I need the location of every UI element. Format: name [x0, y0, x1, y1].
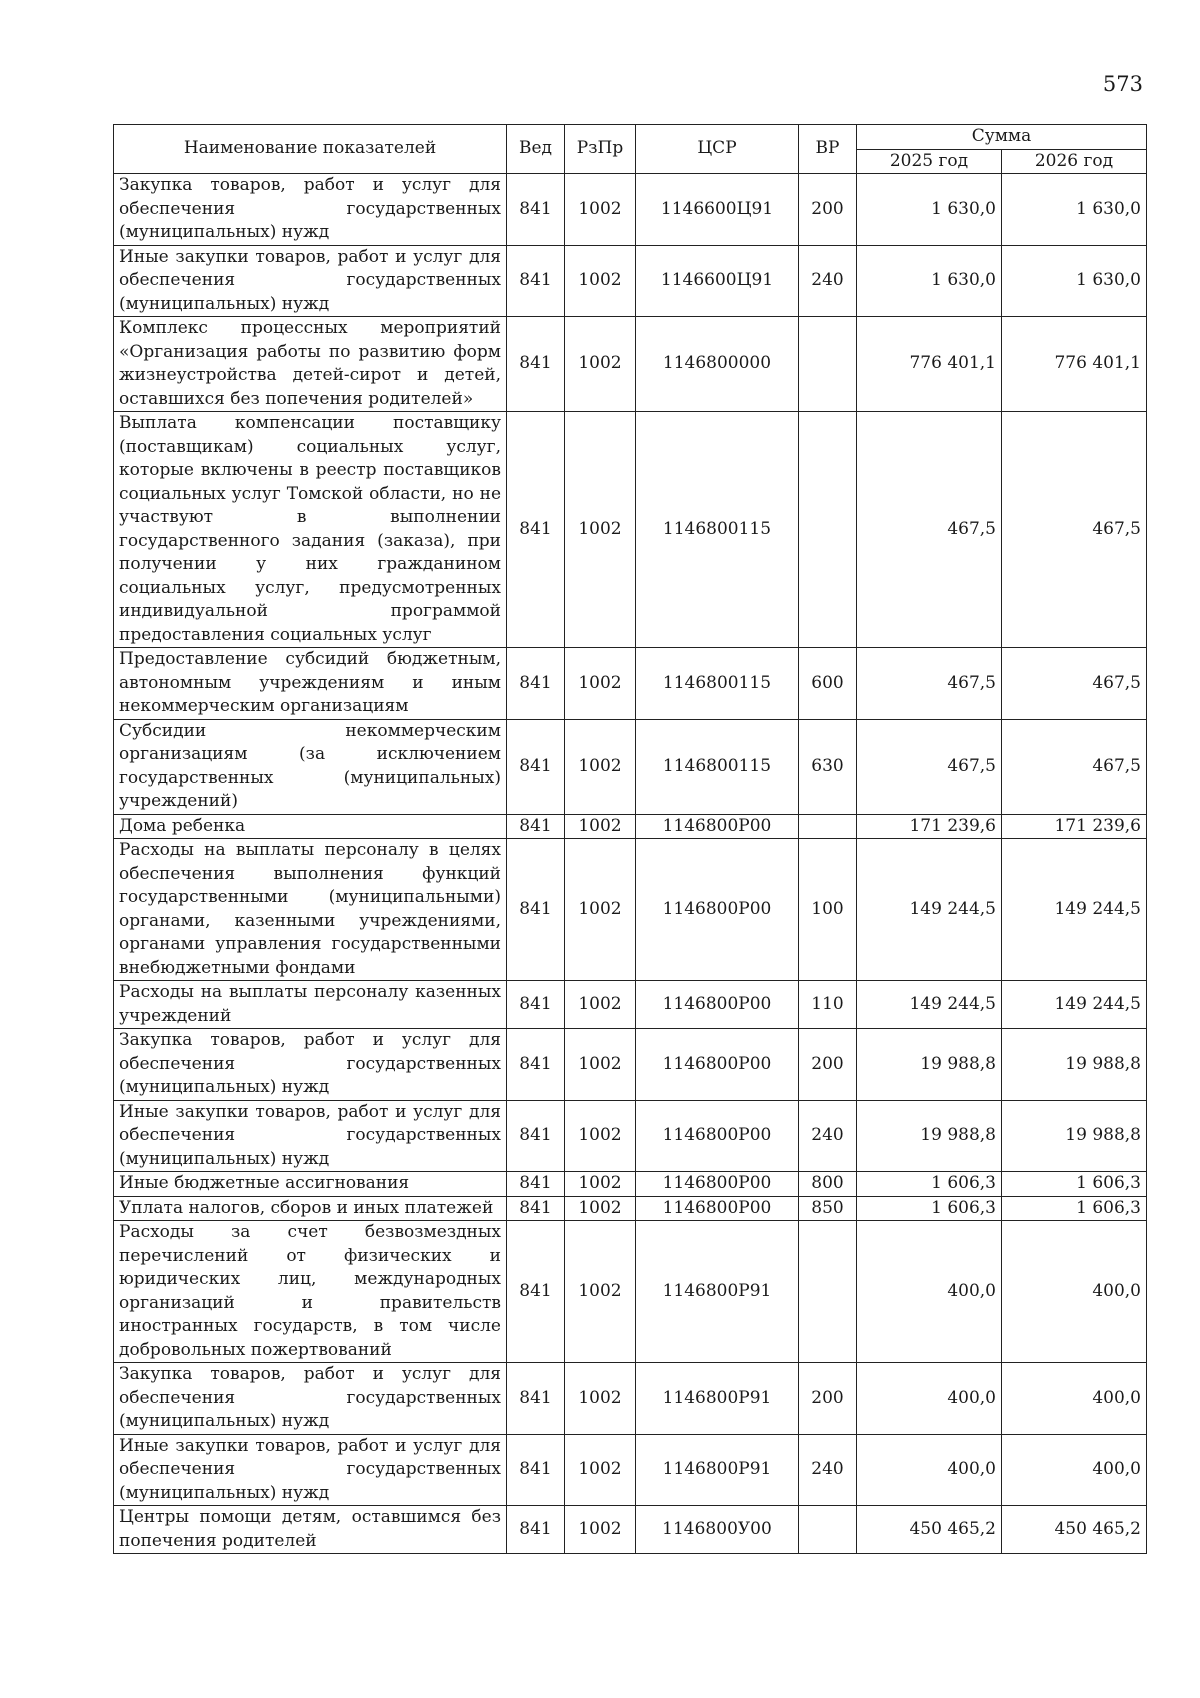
- row-name: Иные бюджетные ассигнования: [114, 1172, 507, 1197]
- table-row: [114, 245, 1147, 317]
- row-sum-2025: 467,5: [857, 719, 1002, 814]
- row-ved: 841: [507, 839, 565, 981]
- row-sum-2025: 1 606,3: [857, 1196, 1002, 1221]
- row-name: Иные закупки товаров, работ и услуг для обеспечения государственных (муниципальных) нужд: [114, 1100, 507, 1172]
- row-ved: 841: [507, 174, 565, 246]
- row-csr: 1146800Р00: [636, 1029, 799, 1101]
- row-sum-2026: 450 465,2: [1002, 1506, 1147, 1554]
- row-csr: 1146800Р00: [636, 1172, 799, 1197]
- row-ved: 841: [507, 1506, 565, 1554]
- row-sum-2025: 450 465,2: [857, 1506, 1002, 1554]
- row-sum-2026: 19 988,8: [1002, 1029, 1147, 1101]
- row-rzpr: 1002: [565, 1172, 636, 1197]
- row-vr: 200: [799, 1029, 857, 1101]
- header-vr: ВР: [799, 125, 857, 174]
- row-name: Выплата компенсации поставщику (поставщикам) социальных услуг, которые включены в реестр поставщиков социальных услуг Томской области, но не участвуют в выполнении государственного задания (заказа), при получении у них гражданином социальных услуг, предусмотренных индивидуальной программой предоставления социальных услуг: [114, 412, 507, 648]
- row-name: Расходы на выплаты персоналу в целях обеспечения выполнения функций государственными (муниципальными) органами, казенными учреждениями, органами управления государственными внебюджетными фондами: [114, 839, 507, 981]
- row-ved: 841: [507, 1172, 565, 1197]
- row-sum-2026: 19 988,8: [1002, 1100, 1147, 1172]
- row-rzpr: 1002: [565, 719, 636, 814]
- table-row: [114, 839, 1147, 981]
- table-row: [114, 412, 1147, 648]
- table-header: [114, 125, 1147, 174]
- row-sum-2025: 19 988,8: [857, 1029, 1002, 1101]
- budget-table: [113, 124, 1147, 1554]
- row-ved: 841: [507, 245, 565, 317]
- table-row: [114, 174, 1147, 246]
- row-rzpr: 1002: [565, 981, 636, 1029]
- row-sum-2025: 1 606,3: [857, 1172, 1002, 1197]
- header-csr: ЦСР: [636, 125, 799, 174]
- table-row: [114, 1363, 1147, 1435]
- row-ved: 841: [507, 412, 565, 648]
- row-rzpr: 1002: [565, 317, 636, 412]
- row-rzpr: 1002: [565, 1434, 636, 1506]
- header-year-2026: 2026 год: [1002, 149, 1147, 174]
- row-sum-2026: 1 606,3: [1002, 1196, 1147, 1221]
- table-row: [114, 981, 1147, 1029]
- row-rzpr: 1002: [565, 174, 636, 246]
- row-name: Комплекс процессных мероприятий «Организация работы по развитию форм жизнеустройства детей-сирот и детей, оставшихся без попечения родителей»: [114, 317, 507, 412]
- row-csr: 1146600Ц91: [636, 174, 799, 246]
- row-vr: 100: [799, 839, 857, 981]
- row-sum-2026: 400,0: [1002, 1434, 1147, 1506]
- row-csr: 1146800Р91: [636, 1363, 799, 1435]
- row-rzpr: 1002: [565, 1100, 636, 1172]
- row-csr: 1146800Р91: [636, 1434, 799, 1506]
- row-sum-2026: 467,5: [1002, 648, 1147, 720]
- row-vr: 240: [799, 245, 857, 317]
- row-vr: 200: [799, 174, 857, 246]
- row-ved: 841: [507, 814, 565, 839]
- row-sum-2025: 1 630,0: [857, 174, 1002, 246]
- row-sum-2026: 776 401,1: [1002, 317, 1147, 412]
- row-rzpr: 1002: [565, 814, 636, 839]
- row-vr: 110: [799, 981, 857, 1029]
- row-sum-2025: 400,0: [857, 1363, 1002, 1435]
- table-row: [114, 1100, 1147, 1172]
- row-csr: 1146800У00: [636, 1506, 799, 1554]
- table-row: [114, 648, 1147, 720]
- row-sum-2025: 149 244,5: [857, 981, 1002, 1029]
- row-name: Субсидии некоммерческим организациям (за исключением государственных (муниципальных) учреждений): [114, 719, 507, 814]
- table-row: [114, 1029, 1147, 1101]
- row-vr: 200: [799, 1363, 857, 1435]
- table-row: [114, 1506, 1147, 1554]
- header-sum: Сумма: [857, 125, 1147, 150]
- row-sum-2026: 400,0: [1002, 1363, 1147, 1435]
- row-vr: [799, 412, 857, 648]
- row-name: Закупка товаров, работ и услуг для обеспечения государственных (муниципальных) нужд: [114, 174, 507, 246]
- row-name: Иные закупки товаров, работ и услуг для обеспечения государственных (муниципальных) нужд: [114, 1434, 507, 1506]
- row-sum-2026: 1 606,3: [1002, 1172, 1147, 1197]
- row-name: Предоставление субсидий бюджетным, автономным учреждениям и иным некоммерческим организациям: [114, 648, 507, 720]
- row-sum-2026: 467,5: [1002, 719, 1147, 814]
- row-sum-2026: 149 244,5: [1002, 981, 1147, 1029]
- header-year-2025: 2025 год: [857, 149, 1002, 174]
- row-rzpr: 1002: [565, 412, 636, 648]
- table-row: [114, 1434, 1147, 1506]
- row-csr: 1146800115: [636, 412, 799, 648]
- row-sum-2026: 400,0: [1002, 1221, 1147, 1363]
- row-name: Закупка товаров, работ и услуг для обеспечения государственных (муниципальных) нужд: [114, 1363, 507, 1435]
- table-body: [114, 174, 1147, 1554]
- row-ved: 841: [507, 1029, 565, 1101]
- row-csr: 1146800Р00: [636, 1196, 799, 1221]
- table-row: [114, 317, 1147, 412]
- row-rzpr: 1002: [565, 839, 636, 981]
- row-csr: 1146800115: [636, 719, 799, 814]
- row-csr: 1146800Р91: [636, 1221, 799, 1363]
- row-ved: 841: [507, 719, 565, 814]
- row-sum-2026: 1 630,0: [1002, 174, 1147, 246]
- row-vr: 240: [799, 1434, 857, 1506]
- header-ved: Вед: [507, 125, 565, 174]
- row-ved: 841: [507, 317, 565, 412]
- row-vr: [799, 1221, 857, 1363]
- row-csr: 1146800Р00: [636, 839, 799, 981]
- row-rzpr: 1002: [565, 1363, 636, 1435]
- row-sum-2026: 171 239,6: [1002, 814, 1147, 839]
- row-sum-2025: 149 244,5: [857, 839, 1002, 981]
- row-rzpr: 1002: [565, 1506, 636, 1554]
- row-sum-2025: 171 239,6: [857, 814, 1002, 839]
- row-rzpr: 1002: [565, 648, 636, 720]
- row-ved: 841: [507, 1363, 565, 1435]
- row-ved: 841: [507, 1434, 565, 1506]
- table-row: [114, 1172, 1147, 1197]
- row-ved: 841: [507, 1100, 565, 1172]
- row-sum-2025: 776 401,1: [857, 317, 1002, 412]
- table-row: [114, 814, 1147, 839]
- table-row: [114, 1221, 1147, 1363]
- row-vr: [799, 1506, 857, 1554]
- row-vr: [799, 814, 857, 839]
- row-csr: 1146800Р00: [636, 814, 799, 839]
- row-csr: 1146800Р00: [636, 1100, 799, 1172]
- row-name: Закупка товаров, работ и услуг для обеспечения государственных (муниципальных) нужд: [114, 1029, 507, 1101]
- row-vr: [799, 317, 857, 412]
- row-csr: 1146800000: [636, 317, 799, 412]
- row-name: Уплата налогов, сборов и иных платежей: [114, 1196, 507, 1221]
- row-rzpr: 1002: [565, 245, 636, 317]
- row-sum-2025: 467,5: [857, 648, 1002, 720]
- row-vr: 600: [799, 648, 857, 720]
- row-csr: 1146600Ц91: [636, 245, 799, 317]
- row-csr: 1146800115: [636, 648, 799, 720]
- row-rzpr: 1002: [565, 1221, 636, 1363]
- table-row: [114, 719, 1147, 814]
- row-sum-2025: 467,5: [857, 412, 1002, 648]
- row-ved: 841: [507, 981, 565, 1029]
- row-vr: 630: [799, 719, 857, 814]
- row-rzpr: 1002: [565, 1029, 636, 1101]
- row-ved: 841: [507, 648, 565, 720]
- row-sum-2026: 467,5: [1002, 412, 1147, 648]
- row-vr: 800: [799, 1172, 857, 1197]
- header-name: Наименование показателей: [114, 125, 507, 174]
- row-sum-2026: 149 244,5: [1002, 839, 1147, 981]
- row-name: Центры помощи детям, оставшимся без попечения родителей: [114, 1506, 507, 1554]
- row-name: Дома ребенка: [114, 814, 507, 839]
- row-vr: 240: [799, 1100, 857, 1172]
- row-rzpr: 1002: [565, 1196, 636, 1221]
- row-ved: 841: [507, 1221, 565, 1363]
- header-rzpr: РзПр: [565, 125, 636, 174]
- row-sum-2025: 1 630,0: [857, 245, 1002, 317]
- table-row: [114, 1196, 1147, 1221]
- page-number: 573: [1102, 72, 1143, 96]
- row-name: Расходы за счет безвозмездных перечислений от физических и юридических лиц, международных организаций и правительств иностранных государств, в том числе добровольных пожертвований: [114, 1221, 507, 1363]
- row-vr: 850: [799, 1196, 857, 1221]
- row-sum-2025: 400,0: [857, 1221, 1002, 1363]
- row-sum-2025: 19 988,8: [857, 1100, 1002, 1172]
- row-csr: 1146800Р00: [636, 981, 799, 1029]
- row-ved: 841: [507, 1196, 565, 1221]
- row-name: Расходы на выплаты персоналу казенных учреждений: [114, 981, 507, 1029]
- row-sum-2025: 400,0: [857, 1434, 1002, 1506]
- row-sum-2026: 1 630,0: [1002, 245, 1147, 317]
- row-name: Иные закупки товаров, работ и услуг для обеспечения государственных (муниципальных) нужд: [114, 245, 507, 317]
